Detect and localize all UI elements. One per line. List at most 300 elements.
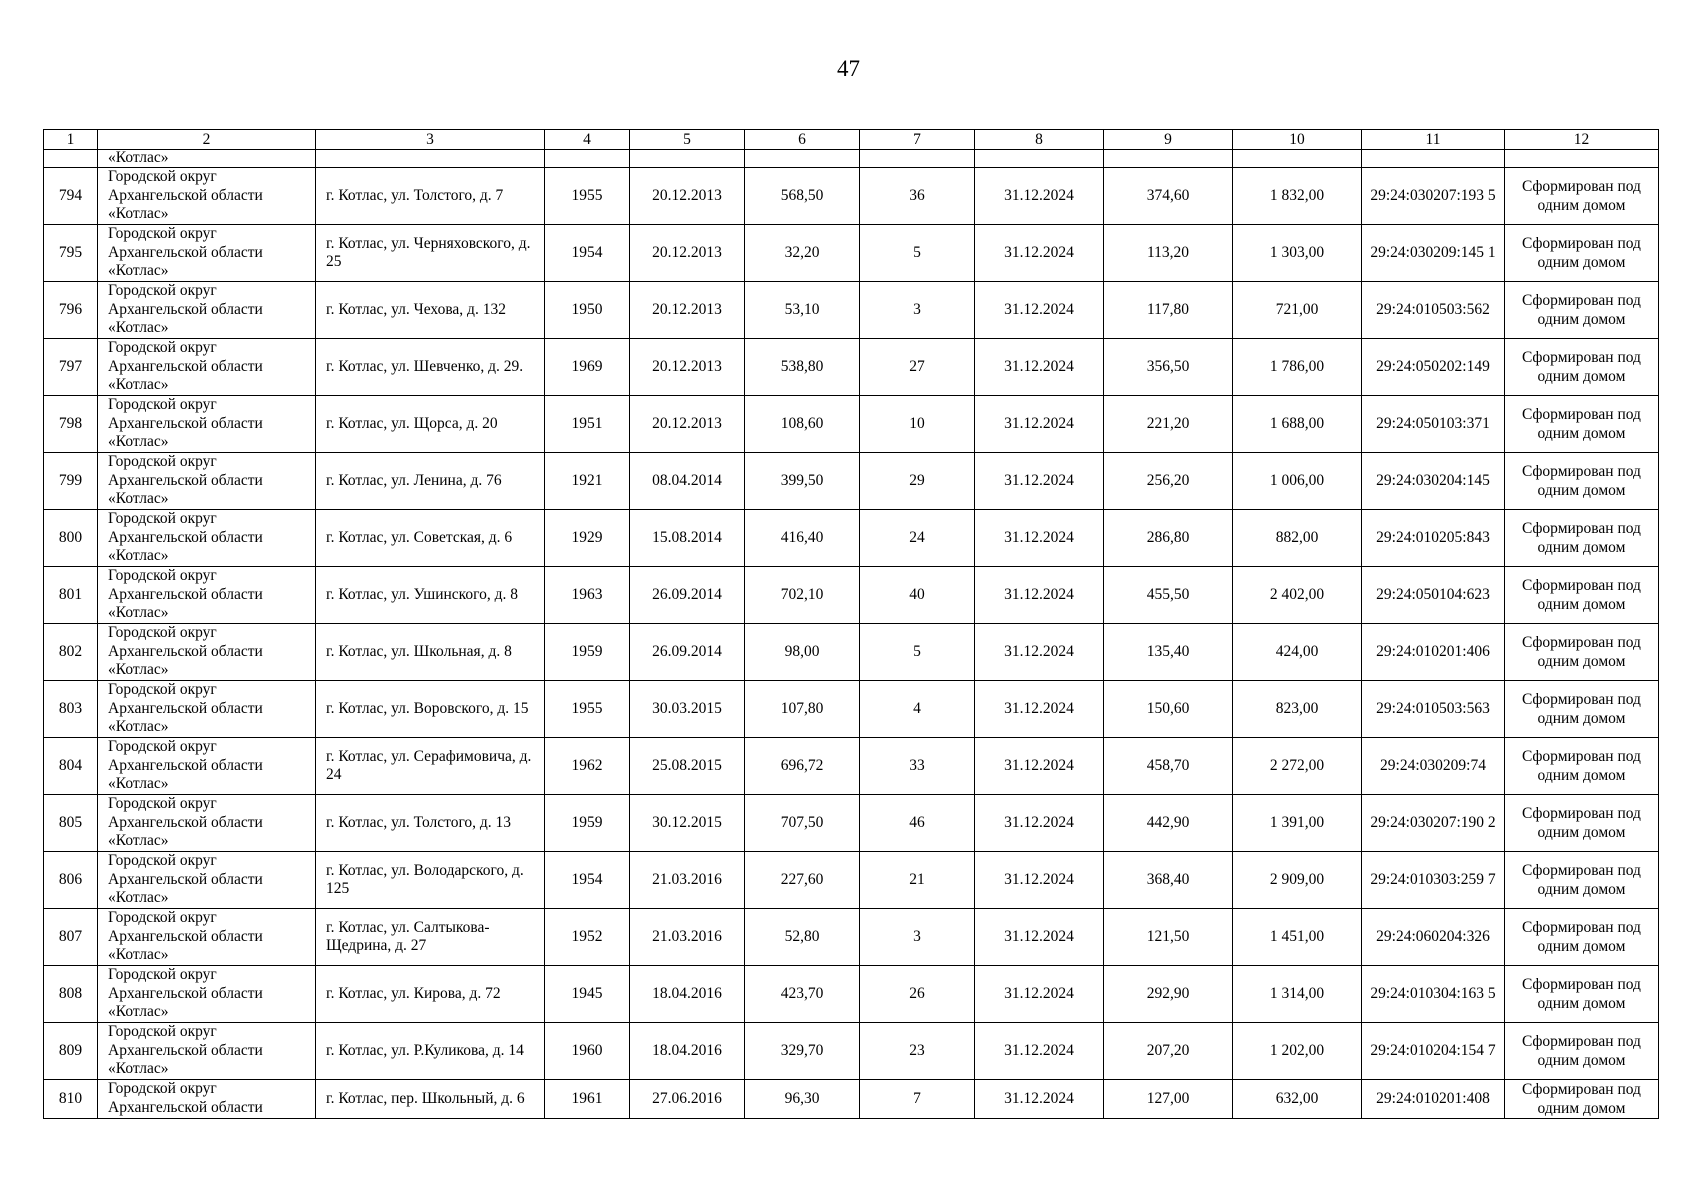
header-row [44, 130, 1659, 150]
cell-col9 [1104, 150, 1233, 168]
owner-line: Городской округ [108, 225, 217, 242]
cell-col9: 113,20 [1104, 225, 1233, 282]
cell-date: 15.08.2014 [630, 510, 745, 567]
cell-address: г. Котлас, ул. Школьная, д. 8 [316, 624, 545, 681]
owner-line: Городской округ [108, 396, 217, 413]
owner-line: Городской округ [108, 852, 217, 869]
table-row [44, 567, 1659, 624]
owner-line: Городской округ [108, 681, 217, 698]
owner-line: Городской округ [108, 510, 217, 527]
owner-line: Городской округ [108, 909, 217, 926]
owner-line: Архангельской области [108, 528, 263, 546]
cell-address: г. Котлас, ул. Черняховского, д. 25 [316, 225, 545, 282]
cell-date: 25.08.2015 [630, 738, 745, 795]
cell-cadastral: 29:24:010201:406 [1362, 624, 1505, 681]
owner-line: «Котлас» [108, 547, 169, 564]
cell-date: 21.03.2016 [630, 852, 745, 909]
cell-status: Сформирован под одним домом [1505, 1023, 1659, 1080]
cell-deadline: 31.12.2024 [975, 909, 1104, 966]
cell-date: 20.12.2013 [630, 339, 745, 396]
cell-date: 26.09.2014 [630, 624, 745, 681]
cell-col10: 1 303,00 [1233, 225, 1362, 282]
cell-area: 53,10 [745, 282, 860, 339]
cell-status [1505, 150, 1659, 168]
table-row [44, 225, 1659, 282]
cell-address: г. Котлас, ул. Р.Куликова, д. 14 [316, 1023, 545, 1080]
cell-col10: 1 832,00 [1233, 168, 1362, 225]
table-row [44, 966, 1659, 1023]
cell-cadastral: 29:24:030207:190 2 [1362, 795, 1505, 852]
cell-owner [98, 624, 316, 681]
cell-owner [98, 282, 316, 339]
cell-deadline: 31.12.2024 [975, 738, 1104, 795]
cell-number: 799 [44, 453, 98, 510]
cell-status: Сформирован под одним домом [1505, 795, 1659, 852]
cell-date: 18.04.2016 [630, 966, 745, 1023]
cell-cadastral: 29:24:010201:408 [1362, 1080, 1505, 1119]
cell-col10: 1 451,00 [1233, 909, 1362, 966]
cell-number: 798 [44, 396, 98, 453]
cell-residents: 5 [860, 624, 975, 681]
cell-year: 1955 [545, 168, 630, 225]
cell-area: 399,50 [745, 453, 860, 510]
cell-status: Сформирован под одним домом [1505, 852, 1659, 909]
cell-deadline: 31.12.2024 [975, 624, 1104, 681]
owner-line: Архангельской области [108, 585, 263, 603]
cell-number [44, 150, 98, 168]
owner-line: Городской округ [108, 567, 217, 584]
column-header: 1 [44, 130, 98, 150]
column-header: 4 [545, 130, 630, 150]
cell-residents: 33 [860, 738, 975, 795]
cell-col10: 1 202,00 [1233, 1023, 1362, 1080]
cell-col10: 1 688,00 [1233, 396, 1362, 453]
table-row [44, 909, 1659, 966]
cell-number: 810 [44, 1080, 98, 1119]
table-row [44, 795, 1659, 852]
cell-number: 797 [44, 339, 98, 396]
cell-year: 1963 [545, 567, 630, 624]
column-header: 12 [1505, 130, 1659, 150]
column-header: 2 [98, 130, 316, 150]
cell-owner [98, 966, 316, 1023]
cell-owner [98, 396, 316, 453]
cell-residents: 3 [860, 909, 975, 966]
owner-line: «Котлас» [108, 889, 169, 906]
cell-number: 806 [44, 852, 98, 909]
owner-line: Городской округ [108, 282, 217, 299]
cell-address: г. Котлас, ул. Ушинского, д. 8 [316, 567, 545, 624]
cell-status: Сформирован под одним домом [1505, 624, 1659, 681]
cell-col10: 632,00 [1233, 1080, 1362, 1119]
column-header: 9 [1104, 130, 1233, 150]
cell-col10: 424,00 [1233, 624, 1362, 681]
cell-col9: 368,40 [1104, 852, 1233, 909]
owner-line: Архангельской области [108, 756, 263, 774]
cell-address: г. Котлас, ул. Кирова, д. 72 [316, 966, 545, 1023]
owner-line: Городской округ [108, 339, 217, 356]
cell-year: 1950 [545, 282, 630, 339]
cell-col9: 286,80 [1104, 510, 1233, 567]
owner-line: «Котлас» [108, 376, 169, 393]
cell-status: Сформирован под одним домом [1505, 339, 1659, 396]
cell-owner [98, 795, 316, 852]
cell-area: 96,30 [745, 1080, 860, 1119]
cell-deadline: 31.12.2024 [975, 168, 1104, 225]
cell-deadline: 31.12.2024 [975, 453, 1104, 510]
owner-line: «Котлас» [108, 832, 169, 849]
cell-owner [98, 510, 316, 567]
cell-col10: 1 314,00 [1233, 966, 1362, 1023]
cell-col9: 256,20 [1104, 453, 1233, 510]
cell-address: г. Котлас, ул. Толстого, д. 7 [316, 168, 545, 225]
housing-table-container [43, 129, 1658, 1119]
cell-year: 1960 [545, 1023, 630, 1080]
cell-deadline: 31.12.2024 [975, 681, 1104, 738]
owner-line: Архангельской области [108, 243, 263, 261]
owner-line: «Котлас» [108, 1003, 169, 1020]
cell-col9: 135,40 [1104, 624, 1233, 681]
cell-deadline: 31.12.2024 [975, 795, 1104, 852]
owner-line: Городской округ [108, 1080, 217, 1097]
cell-status: Сформирован под одним домом [1505, 225, 1659, 282]
cell-address: г. Котлас, ул. Воровского, д. 15 [316, 681, 545, 738]
cell-address: г. Котлас, ул. Щорса, д. 20 [316, 396, 545, 453]
cell-date: 26.09.2014 [630, 567, 745, 624]
cell-cadastral: 29:24:030209:74 [1362, 738, 1505, 795]
cell-address [316, 150, 545, 168]
table-row [44, 282, 1659, 339]
cell-address: г. Котлас, пер. Школьный, д. 6 [316, 1080, 545, 1119]
cell-status: Сформирован под одним домом [1505, 681, 1659, 738]
cell-area: 329,70 [745, 1023, 860, 1080]
cell-col9: 207,20 [1104, 1023, 1233, 1080]
cell-year: 1929 [545, 510, 630, 567]
cell-cadastral: 29:24:050103:371 [1362, 396, 1505, 453]
cell-area: 52,80 [745, 909, 860, 966]
cell-deadline: 31.12.2024 [975, 1080, 1104, 1119]
cell-number: 796 [44, 282, 98, 339]
owner-line: «Котлас» [108, 1060, 169, 1077]
cell-number: 794 [44, 168, 98, 225]
cell-status: Сформирован под одним домом [1505, 909, 1659, 966]
owner-line: Городской округ [108, 1023, 217, 1040]
cell-number: 803 [44, 681, 98, 738]
cell-col9: 356,50 [1104, 339, 1233, 396]
cell-cadastral: 29:24:050202:149 [1362, 339, 1505, 396]
cell-area: 707,50 [745, 795, 860, 852]
cell-address: г. Котлас, ул. Ленина, д. 76 [316, 453, 545, 510]
cell-owner [98, 453, 316, 510]
cell-area [745, 150, 860, 168]
cell-residents: 40 [860, 567, 975, 624]
cell-year: 1954 [545, 225, 630, 282]
cell-col10: 1 391,00 [1233, 795, 1362, 852]
cell-col9: 458,70 [1104, 738, 1233, 795]
cell-area: 538,80 [745, 339, 860, 396]
table-row [44, 1023, 1659, 1080]
cell-cadastral: 29:24:030204:145 [1362, 453, 1505, 510]
cell-year: 1952 [545, 909, 630, 966]
column-header: 11 [1362, 130, 1505, 150]
cell-owner [98, 339, 316, 396]
cell-date: 20.12.2013 [630, 225, 745, 282]
cell-residents: 5 [860, 225, 975, 282]
cell-area: 32,20 [745, 225, 860, 282]
cell-col9: 127,00 [1104, 1080, 1233, 1119]
cell-address: г. Котлас, ул. Володарского, д. 125 [316, 852, 545, 909]
cell-area: 696,72 [745, 738, 860, 795]
cell-status: Сформирован под одним домом [1505, 396, 1659, 453]
cell-number: 801 [44, 567, 98, 624]
cell-date: 27.06.2016 [630, 1080, 745, 1119]
owner-line: «Котлас» [108, 661, 169, 678]
cell-area: 568,50 [745, 168, 860, 225]
cell-address: г. Котлас, ул. Чехова, д. 132 [316, 282, 545, 339]
cell-year: 1962 [545, 738, 630, 795]
cell-deadline: 31.12.2024 [975, 852, 1104, 909]
cell-date: 20.12.2013 [630, 168, 745, 225]
cell-date: 21.03.2016 [630, 909, 745, 966]
cell-area: 423,70 [745, 966, 860, 1023]
column-header: 5 [630, 130, 745, 150]
table-body [44, 150, 1659, 1119]
cell-owner [98, 738, 316, 795]
cell-address: г. Котлас, ул. Серафимовича, д. 24 [316, 738, 545, 795]
continuation-row [44, 150, 1659, 168]
cell-col10: 1 006,00 [1233, 453, 1362, 510]
cell-deadline [975, 150, 1104, 168]
owner-line: «Котлас» [108, 718, 169, 735]
cell-residents: 3 [860, 282, 975, 339]
cell-owner [98, 567, 316, 624]
cell-col9: 221,20 [1104, 396, 1233, 453]
cell-area: 98,00 [745, 624, 860, 681]
cell-number: 804 [44, 738, 98, 795]
cell-residents: 36 [860, 168, 975, 225]
cell-residents: 24 [860, 510, 975, 567]
cell-area: 107,80 [745, 681, 860, 738]
column-header: 10 [1233, 130, 1362, 150]
cell-col9: 292,90 [1104, 966, 1233, 1023]
cell-residents: 46 [860, 795, 975, 852]
column-header: 6 [745, 130, 860, 150]
cell-year: 1969 [545, 339, 630, 396]
owner-line: Архангельской области [108, 984, 263, 1002]
owner-line: «Котлас» [108, 262, 169, 279]
table-row [44, 339, 1659, 396]
table-row [44, 852, 1659, 909]
cell-deadline: 31.12.2024 [975, 225, 1104, 282]
owner-line: Архангельской области [108, 357, 263, 375]
cell-address: г. Котлас, ул. Советская, д. 6 [316, 510, 545, 567]
table-row [44, 681, 1659, 738]
owner-line: «Котлас» [108, 775, 169, 792]
cell-status: Сформирован под одним домом [1505, 1080, 1659, 1119]
cell-year: 1921 [545, 453, 630, 510]
housing-table [43, 129, 1659, 1119]
cell-status: Сформирован под одним домом [1505, 510, 1659, 567]
owner-line: Архангельской области [108, 870, 263, 888]
cell-residents: 23 [860, 1023, 975, 1080]
cell-residents: 7 [860, 1080, 975, 1119]
table-row [44, 453, 1659, 510]
cell-cadastral: 29:24:010503:562 [1362, 282, 1505, 339]
owner-line: Архангельской области [108, 813, 263, 831]
owner-line: «Котлас» [108, 604, 169, 621]
cell-status: Сформирован под одним домом [1505, 453, 1659, 510]
cell-owner [98, 681, 316, 738]
owner-line: Архангельской области [108, 300, 263, 318]
owner-line: Городской округ [108, 168, 217, 185]
owner-line: Городской округ [108, 795, 217, 812]
cell-date: 18.04.2016 [630, 1023, 745, 1080]
cell-cadastral: 29:24:030207:193 5 [1362, 168, 1505, 225]
owner-line: «Котлас» [108, 433, 169, 450]
owner-line: Архангельской области [108, 699, 263, 717]
cell-col10: 721,00 [1233, 282, 1362, 339]
cell-cadastral: 29:24:030209:145 1 [1362, 225, 1505, 282]
cell-area: 227,60 [745, 852, 860, 909]
owner-line: Городской округ [108, 624, 217, 641]
cell-number: 808 [44, 966, 98, 1023]
cell-year: 1951 [545, 396, 630, 453]
owner-line: Городской округ [108, 966, 217, 983]
cell-cadastral: 29:24:060204:326 [1362, 909, 1505, 966]
cell-residents: 10 [860, 396, 975, 453]
cell-cadastral: 29:24:010503:563 [1362, 681, 1505, 738]
cell-area: 702,10 [745, 567, 860, 624]
cell-col10: 2 272,00 [1233, 738, 1362, 795]
cell-deadline: 31.12.2024 [975, 567, 1104, 624]
cell-number: 809 [44, 1023, 98, 1080]
cell-date: 30.12.2015 [630, 795, 745, 852]
cell-status: Сформирован под одним домом [1505, 567, 1659, 624]
cell-residents: 21 [860, 852, 975, 909]
owner-line: Архангельской области [108, 471, 263, 489]
owner-line: Архангельской области [108, 642, 263, 660]
cell-number: 805 [44, 795, 98, 852]
cell-year: 1945 [545, 966, 630, 1023]
owner-line: Архангельской области [108, 927, 263, 945]
table-row [44, 1080, 1659, 1119]
table-row [44, 396, 1659, 453]
cell-deadline: 31.12.2024 [975, 339, 1104, 396]
cell-address: г. Котлас, ул. Салтыкова-Щедрина, д. 27 [316, 909, 545, 966]
cell-address: г. Котлас, ул. Шевченко, д. 29. [316, 339, 545, 396]
cell-date: 30.03.2015 [630, 681, 745, 738]
cell-year [545, 150, 630, 168]
column-header: 7 [860, 130, 975, 150]
cell-col10: 2 909,00 [1233, 852, 1362, 909]
cell-col9: 121,50 [1104, 909, 1233, 966]
cell-cadastral [1362, 150, 1505, 168]
owner-line: Городской округ [108, 453, 217, 470]
table-row [44, 738, 1659, 795]
cell-deadline: 31.12.2024 [975, 1023, 1104, 1080]
cell-deadline: 31.12.2024 [975, 510, 1104, 567]
cell-number: 802 [44, 624, 98, 681]
cell-col9: 455,50 [1104, 567, 1233, 624]
cell-date: 20.12.2013 [630, 396, 745, 453]
cell-col10: 2 402,00 [1233, 567, 1362, 624]
cell-status: Сформирован под одним домом [1505, 168, 1659, 225]
table-row [44, 510, 1659, 567]
cell-col10 [1233, 150, 1362, 168]
column-header: 8 [975, 130, 1104, 150]
cell-cadastral: 29:24:050104:623 [1362, 567, 1505, 624]
cell-col9: 117,80 [1104, 282, 1233, 339]
table-row [44, 168, 1659, 225]
owner-line: «Котлас» [108, 490, 169, 507]
cell-status: Сформирован под одним домом [1505, 738, 1659, 795]
owner-line: «Котлас» [108, 319, 169, 336]
cell-cadastral: 29:24:010304:163 5 [1362, 966, 1505, 1023]
owner-line: «Котлас» [108, 205, 169, 222]
cell-residents: 26 [860, 966, 975, 1023]
cell-residents [860, 150, 975, 168]
cell-year: 1955 [545, 681, 630, 738]
cell-date [630, 150, 745, 168]
owner-line: «Котлас» [108, 946, 169, 963]
page-number: 47 [837, 56, 860, 81]
cell-col9: 442,90 [1104, 795, 1233, 852]
cell-col10: 882,00 [1233, 510, 1362, 567]
cell-year: 1959 [545, 624, 630, 681]
cell-cadastral: 29:24:010204:154 7 [1362, 1023, 1505, 1080]
cell-deadline: 31.12.2024 [975, 396, 1104, 453]
cell-residents: 29 [860, 453, 975, 510]
owner-line: Архангельской области [108, 414, 263, 432]
cell-status: Сформирован под одним домом [1505, 282, 1659, 339]
owner-line: Городской округ [108, 738, 217, 755]
cell-area: 416,40 [745, 510, 860, 567]
cell-status: Сформирован под одним домом [1505, 966, 1659, 1023]
cell-deadline: 31.12.2024 [975, 282, 1104, 339]
cell-cadastral: 29:24:010303:259 7 [1362, 852, 1505, 909]
cell-number: 795 [44, 225, 98, 282]
cell-owner [98, 852, 316, 909]
cell-year: 1961 [545, 1080, 630, 1119]
cell-address: г. Котлас, ул. Толстого, д. 13 [316, 795, 545, 852]
owner-line: Архангельской области [108, 1041, 263, 1059]
cell-owner: «Котлас» [98, 150, 316, 168]
cell-owner [98, 1023, 316, 1080]
cell-year: 1954 [545, 852, 630, 909]
cell-owner [98, 168, 316, 225]
cell-owner [98, 1080, 316, 1119]
owner-line: Архангельской области [108, 186, 263, 204]
cell-residents: 4 [860, 681, 975, 738]
cell-date: 20.12.2013 [630, 282, 745, 339]
cell-col9: 374,60 [1104, 168, 1233, 225]
cell-year: 1959 [545, 795, 630, 852]
cell-deadline: 31.12.2024 [975, 966, 1104, 1023]
cell-owner [98, 225, 316, 282]
cell-date: 08.04.2014 [630, 453, 745, 510]
cell-owner [98, 909, 316, 966]
cell-col9: 150,60 [1104, 681, 1233, 738]
cell-col10: 823,00 [1233, 681, 1362, 738]
cell-number: 807 [44, 909, 98, 966]
cell-cadastral: 29:24:010205:843 [1362, 510, 1505, 567]
cell-col10: 1 786,00 [1233, 339, 1362, 396]
table-row [44, 624, 1659, 681]
owner-line: Архангельской области [108, 1098, 263, 1116]
cell-number: 800 [44, 510, 98, 567]
column-header: 3 [316, 130, 545, 150]
cell-area: 108,60 [745, 396, 860, 453]
